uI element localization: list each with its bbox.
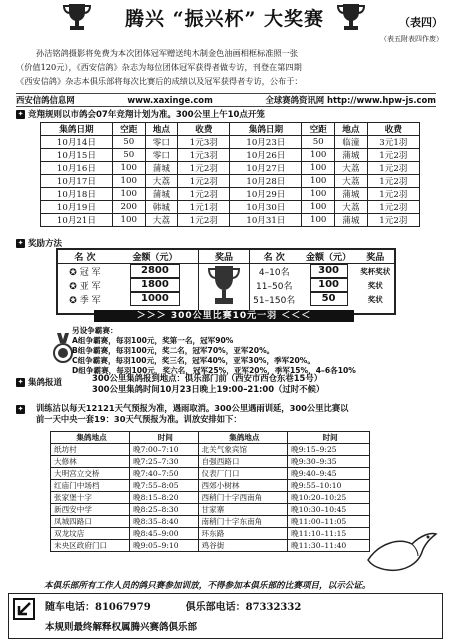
table-cell: 大荔 — [335, 175, 368, 188]
table-cell: 10月15日 — [41, 149, 113, 162]
collection-info — [92, 373, 324, 395]
table-cell: 韩城 — [145, 201, 178, 214]
table-row — [51, 468, 370, 480]
rank: 冠 军 — [79, 267, 101, 278]
rank: 11–50名 — [256, 281, 293, 292]
table-cell: 1元2羽 — [367, 201, 419, 214]
table-row — [51, 444, 370, 456]
table-cell: 50 — [112, 149, 145, 162]
table-row — [41, 136, 420, 149]
table-cell: 晚9:30–9:35 — [288, 456, 370, 468]
training-table — [50, 431, 370, 552]
table-cell: 新西安中学 — [51, 504, 130, 516]
notice: 本俱乐部所有工作人员的鸽只赛参加训放，不得参加本俱乐部的比赛项目，以示公证。 — [44, 581, 371, 591]
table-row — [51, 456, 370, 468]
table-cell: 晚7:40–7:50 — [130, 468, 198, 480]
intro-text — [16, 46, 436, 88]
table-cell: 西稍门十字西南角 — [198, 492, 288, 504]
col-header: 收费 — [367, 123, 419, 136]
training-line: 前一天中央一套19：30天气预报为准。训放安排如下： — [36, 414, 242, 424]
table-header — [41, 123, 420, 136]
table-cell: 晚9:40–9:45 — [288, 468, 370, 480]
table-cell: 蒲城 — [335, 188, 368, 201]
table-cell: 晚10:30–10:45 — [288, 504, 370, 516]
rank: 季 军 — [79, 295, 101, 306]
table-cell: 100 — [112, 188, 145, 201]
award: 奖状 — [367, 280, 383, 290]
pigeon-icon — [360, 520, 440, 580]
table-cell: 3元1羽 — [367, 136, 419, 149]
table-cell: 50 — [302, 136, 335, 149]
table-cell: 大荔 — [145, 175, 178, 188]
col-header: 名 次 — [58, 250, 112, 264]
star-icon: ✪ — [69, 281, 77, 292]
amount: 2800 — [130, 264, 180, 278]
training-line: 训练沽以每天12121天气预报为准，遇雨取消。300公里遇雨训延，300公里比赛以 — [36, 403, 349, 413]
table-cell: 未央区政府门口 — [51, 540, 130, 552]
table-cell: 10月16日 — [41, 162, 113, 175]
table-cell: 100 — [302, 175, 335, 188]
table-cell: 100 — [112, 175, 145, 188]
section-heading: ✦ 奖励方法 — [17, 238, 63, 249]
phone-numbers: 随车电话：81067979 俱乐部电话：87332332 — [45, 602, 302, 613]
collection-line: 300公里集鸽时间10月23日晚上19:00–21:00（过时不候） — [92, 384, 325, 394]
side-contest-line: B组争霸赛，每羽100元，奖二名，冠军70%，亚军20%。 — [72, 346, 275, 355]
section-heading — [16, 405, 25, 414]
table-row — [51, 480, 370, 492]
table-cell: 蒲城 — [145, 162, 178, 175]
table-row — [51, 516, 370, 528]
table-row — [51, 528, 370, 540]
col-header: 奖品 — [199, 250, 249, 264]
table-cell: 晚9:05–9:10 — [130, 540, 198, 552]
table-cell: 10月23日 — [230, 136, 302, 149]
col-header: 地点 — [145, 123, 178, 136]
table-cell: 晚9:15–9:25 — [288, 444, 370, 456]
star-icon: ✪ — [69, 295, 77, 306]
table-cell: 大荔 — [335, 162, 368, 175]
table-cell: 100 — [302, 188, 335, 201]
site-name: 西安信鸽信息网 — [16, 95, 75, 105]
amount: 300 — [310, 264, 348, 278]
table-cell: 晚7:55–8:05 — [130, 480, 198, 492]
rights-statement: 本规则最终解释权属腾兴赛鸽俱乐部 — [45, 622, 198, 633]
training-text — [36, 403, 436, 425]
table-cell: 1元2羽 — [367, 162, 419, 175]
bullet-icon: ✦ — [17, 238, 24, 247]
table-cell: 10月30日 — [230, 201, 302, 214]
section-heading: ✦ 竞翔规则以市鸽会07年竞翔计划为准。300公里上午10点开笼 — [17, 109, 265, 120]
phone-number[interactable]: 81067979 — [95, 602, 151, 613]
table-cell: 1元2羽 — [367, 149, 419, 162]
side-contest-line: D组争霸赛，每羽100元，奖六名，冠军25%，亚军20%，季军15%，4–6各10% — [72, 366, 356, 375]
trophy-icon — [207, 264, 241, 308]
table-cell: 红庙门中场档 — [51, 480, 130, 492]
table-cell: 晚8:25–8:30 — [130, 504, 198, 516]
award: 奖杯奖状 — [360, 266, 391, 276]
table-cell: 自强西路口 — [198, 456, 288, 468]
table-cell: 10月26日 — [230, 149, 302, 162]
table-row — [51, 540, 370, 552]
table-cell: 1元2羽 — [367, 188, 419, 201]
col-header: 时间 — [130, 432, 198, 444]
table-cell: 1元2羽 — [178, 214, 230, 227]
side-contest-line: A组争霸赛，每羽100元，奖第一名，冠军90% — [72, 336, 234, 345]
page-title: 腾兴 “振兴杯” 大奖赛 — [124, 8, 325, 30]
table-cell: 10月14日 — [41, 136, 113, 149]
table-cell: 大明宫立交桥 — [51, 468, 130, 480]
rank: 4–10名 — [258, 267, 290, 278]
table-cell: 南稍门十字东南角 — [198, 516, 288, 528]
table-cell: 100 — [302, 201, 335, 214]
bullet-icon: ✦ — [17, 377, 24, 386]
table-cell: 环东路 — [198, 528, 288, 540]
entry-fee-banner: ＞＞＞ 300公里比赛10元一羽 ＜＜＜ — [94, 310, 354, 322]
table-cell: 双龙坟店 — [51, 528, 130, 540]
table-cell: 晚8:15–8:20 — [130, 492, 198, 504]
col-header: 收费 — [178, 123, 230, 136]
table-cell: 纸坊村 — [51, 444, 130, 456]
table-cell: 100 — [112, 162, 145, 175]
col-header: 空距 — [112, 123, 145, 136]
section-heading: ✦ 集鸽报道 — [17, 377, 63, 388]
table-cell: 大修林 — [51, 456, 130, 468]
table-cell: 晚8:35–8:40 — [130, 516, 198, 528]
table-cell: 10月17日 — [41, 175, 113, 188]
table-cell: 仪表厂门口 — [198, 468, 288, 480]
star-icon: ✪ — [69, 267, 77, 278]
table-cell: 凤城四路口 — [51, 516, 130, 528]
collection-line: 300公里集鸽报到地点：俱乐部门前（西安市西仓东巷15号） — [92, 373, 323, 383]
website-bar — [16, 93, 436, 107]
table-cell: 晚8:45–9:00 — [130, 528, 198, 540]
amount: 1000 — [130, 292, 180, 306]
table-cell: 西郊小树林 — [198, 480, 288, 492]
amount: 1800 — [130, 278, 180, 292]
table-cell: 晚11:00–11:05 — [288, 516, 370, 528]
col-header: 空距 — [302, 123, 335, 136]
table-cell: 零口 — [145, 136, 178, 149]
table-cell: 100 — [302, 214, 335, 227]
table-cell: 1元2羽 — [367, 214, 419, 227]
table-cell: 100 — [112, 214, 145, 227]
table-cell: 1元1羽 — [178, 201, 230, 214]
rank: 亚 军 — [79, 281, 101, 292]
side-contest-line: C组争霸赛，每羽100元，奖三名，冠军40%，亚军30%，季军20%。 — [72, 356, 316, 365]
table-cell: 蒲城 — [145, 188, 178, 201]
table-cell: 10月28日 — [230, 175, 302, 188]
prize-table — [56, 248, 396, 315]
footer — [8, 593, 443, 639]
table-cell: 1元2羽 — [367, 175, 419, 188]
table-cell: 10月19日 — [41, 201, 113, 214]
col-header: 集鸽日期 — [41, 123, 113, 136]
bullet-icon: ✦ — [17, 405, 24, 413]
col-header: 金额（元） — [301, 250, 357, 264]
side-contest-title: 另设争霸赛： — [72, 326, 118, 335]
table-row — [41, 162, 420, 175]
table-cell: 大荔 — [335, 201, 368, 214]
table-cell: 蒲城 — [335, 214, 368, 227]
table-cell: 1元2羽 — [178, 188, 230, 201]
medal-icon — [52, 333, 74, 367]
table-cell: 晚11:30–11:40 — [288, 540, 370, 552]
site-url[interactable]: www.xaxinge.com — [127, 95, 213, 105]
trophy-icon — [334, 2, 368, 32]
table-cell: 晚7:00–7:10 — [130, 444, 198, 456]
table-cell: 甘家寨 — [198, 504, 288, 516]
col-header: 地点 — [335, 123, 368, 136]
table-row — [51, 492, 370, 504]
table-cell: 10月31日 — [230, 214, 302, 227]
amount: 100 — [310, 278, 348, 292]
intro-line: 孙洁铭鸽摄影将免费为本次团体冠军赠送纯木制金色油画相框标准照一张 — [36, 48, 299, 58]
table-cell: 10月27日 — [230, 162, 302, 175]
rank: 51–150名 — [253, 295, 296, 306]
table-cell: 50 — [112, 136, 145, 149]
col-header: 集鸽地点 — [198, 432, 288, 444]
table-note: （表五附表四作废） — [380, 35, 443, 43]
col-header: 时间 — [288, 432, 370, 444]
table-row — [41, 149, 420, 162]
table-cell: 100 — [302, 162, 335, 175]
table-cell: 1元3羽 — [178, 136, 230, 149]
table-number: （表四） — [399, 16, 443, 29]
site-url-2[interactable]: 全球赛鸽资讯网 http://www.hpw-js.com — [265, 95, 436, 105]
table-cell: 晚10:20–10:25 — [288, 492, 370, 504]
table-cell: 零口 — [145, 149, 178, 162]
table-cell: 1元2羽 — [178, 162, 230, 175]
table-cell: 1元3羽 — [178, 149, 230, 162]
table-row — [41, 214, 420, 227]
table-row — [41, 201, 420, 214]
col-header: 奖品 — [357, 250, 394, 264]
bullet-icon: ✦ — [17, 109, 24, 118]
table-cell: 张家堡十字 — [51, 492, 130, 504]
table-cell: 1元2羽 — [178, 175, 230, 188]
col-header: 集鸽地点 — [51, 432, 130, 444]
phone-number[interactable]: 87332332 — [245, 602, 302, 613]
arrow-icon — [13, 598, 35, 620]
table-cell: 10月21日 — [41, 214, 113, 227]
race-schedule-table — [40, 122, 420, 227]
table-cell: 鸡谷街 — [198, 540, 288, 552]
amount: 50 — [310, 292, 348, 306]
table-cell: 100 — [302, 149, 335, 162]
table-cell: 200 — [112, 201, 145, 214]
table-row — [41, 188, 420, 201]
col-header: 名 次 — [248, 250, 301, 264]
table-cell: 临潼 — [335, 136, 368, 149]
table-cell: 北关气象宾馆 — [198, 444, 288, 456]
table-row — [41, 175, 420, 188]
table-cell: 10月18日 — [41, 188, 113, 201]
table-cell: 晚9:55–10:10 — [288, 480, 370, 492]
side-contests — [72, 326, 432, 376]
table-cell: 大荔 — [145, 214, 178, 227]
table-row — [51, 504, 370, 516]
table-cell: 晚11:10–11:15 — [288, 528, 370, 540]
table-cell: 蒲城 — [335, 149, 368, 162]
intro-line: （价值120元），《西安信鸽》杂志为每位团体冠军获得者做专访，刊登在第四期 — [16, 62, 302, 72]
col-header: 金额（元） — [112, 250, 198, 264]
intro-line: 《西安信鸽》杂志本俱乐部将每次比赛后的成绩以及冠军获得者专访，公布于： — [16, 76, 303, 86]
table-header — [51, 432, 370, 444]
col-header: 集鸽日期 — [230, 123, 302, 136]
table-cell: 10月29日 — [230, 188, 302, 201]
award: 奖状 — [367, 294, 383, 304]
table-cell: 晚7:25–7:30 — [130, 456, 198, 468]
